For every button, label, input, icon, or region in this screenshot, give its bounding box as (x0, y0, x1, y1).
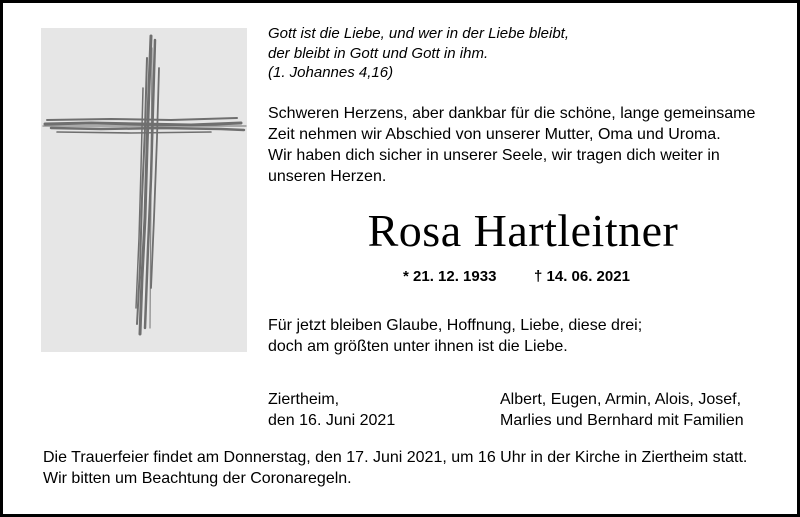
intro-line: Zeit nehmen wir Abschied von unserer Mutter, Oma und Uroma. (268, 126, 721, 143)
quote-line: der bleibt in Gott und Gott in ihm. (268, 44, 489, 62)
signoff-date: den 16. Juni 2021 (268, 412, 396, 429)
place: Ziertheim, (268, 391, 340, 408)
family-line: Albert, Eugen, Armin, Alois, Josef, (500, 391, 742, 408)
family-signature (500, 389, 744, 431)
verse-line: Für jetzt bleiben Glaube, Hoffnung, Liebe, diese drei; (268, 317, 643, 334)
deceased-name: Rosa Hartleitner (367, 205, 679, 256)
verse-text (268, 315, 768, 357)
funeral-line: Wir bitten um Beachtung der Coronaregeln. (43, 470, 352, 487)
intro-line: unseren Herzen. (268, 168, 387, 185)
cross-icon (41, 28, 247, 352)
intro-text (268, 103, 778, 187)
birth-date: * 21. 12. 1933 (403, 268, 497, 285)
death-date: † 14. 06. 2021 (534, 268, 630, 285)
place-date (268, 389, 395, 431)
funeral-notice (43, 447, 783, 489)
intro-line: Schweren Herzens, aber dankbar für die schöne, lange gemeinsame (268, 105, 756, 122)
quote-reference: (1. Johannes 4,16) (268, 64, 394, 81)
funeral-line: Die Trauerfeier findet am Donnerstag, den 17. Juni 2021, um 16 Uhr in der Kirche in Ziertheim statt. (43, 449, 748, 466)
verse-line: doch am größten unter ihnen ist die Liebe. (268, 338, 568, 355)
intro-line: Wir haben dich sicher in unserer Seele, wir tragen dich weiter in (268, 147, 720, 164)
bible-quote (268, 24, 768, 83)
family-line: Marlies und Bernhard mit Familien (500, 412, 744, 429)
cross-image (41, 28, 247, 352)
quote-line: Gott ist die Liebe, und wer in der Liebe bleibt, (268, 25, 570, 42)
